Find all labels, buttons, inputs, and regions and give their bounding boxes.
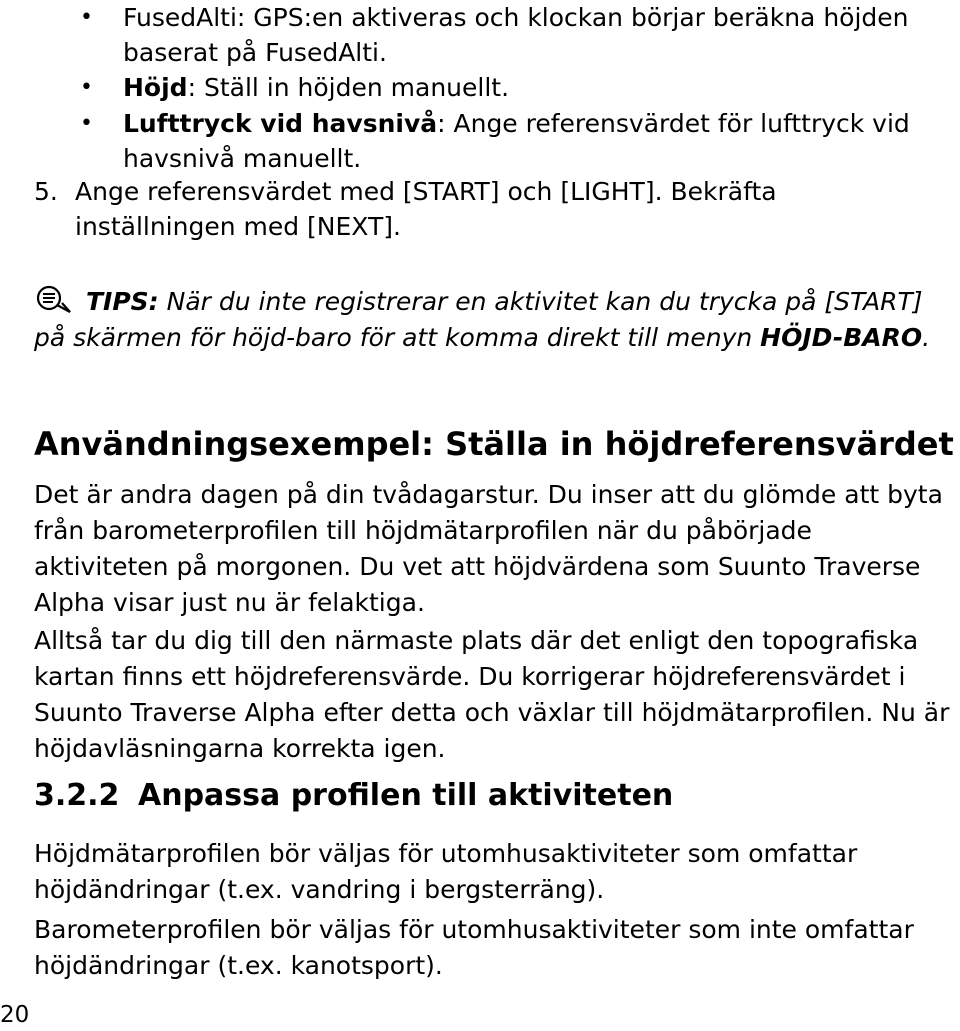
list-item-term: Höjd (123, 73, 188, 102)
bullet-icon: • (80, 111, 93, 136)
tip-end: . (922, 323, 931, 352)
example-heading: Användningsexempel: Ställa in höjdreferensvärdet (34, 425, 954, 463)
section-heading (34, 774, 673, 818)
section-paragraph-2: Barometerprofilen bör väljas för utomhusaktiviteter som inte omfattar höjdändringar (t.ex. kanotsport). (34, 915, 914, 980)
list-item (76, 106, 936, 176)
list-item-term: Lufttryck vid havsnivå (123, 109, 438, 138)
tip-menu-name: HÖJD-BARO (760, 323, 923, 352)
section-title: Anpassa profilen till aktiviteten (138, 778, 674, 813)
section-number: 3.2.2 (34, 778, 120, 813)
bullet-icon: • (80, 5, 93, 30)
example-paragraph-2: Alltså tar du dig till den närmaste plats där det enligt den topografiska kartan finns ett höjdreferensvärde. Du korrigerar höjdreferensvärdet i Suunto Traverse Alpha efter detta och växlar till höjdmätarprofilen. Nu är höjdavläsningarna korrekta igen. (34, 626, 950, 763)
list-item-text: : Ange referensvärdet för lufttryck vid havsnivå manuellt. (123, 109, 910, 173)
section-paragraph-1: Höjdmätarprofilen bör väljas för utomhusaktiviteter som omfattar höjdändringar (t.ex. vandring i bergsterräng). (34, 839, 858, 904)
list-item (76, 0, 936, 70)
tip-label: TIPS: (86, 287, 159, 316)
tip-box (34, 284, 934, 356)
list-item-text: : Ställ in höjden manuellt. (187, 73, 510, 102)
step-text-line2: inställningen med [NEXT]. (75, 212, 401, 241)
tip-text: När du inte registrerar en aktivitet kan du trycka på [START] på skärmen för höjd-baro för att komma direkt till menyn (34, 287, 923, 352)
list-item (76, 70, 936, 105)
example-paragraph-1: Det är andra dagen på din tvådagarstur. Du inser att du glömde att byta från barometerprofilen till höjdmätarprofilen när du påbörjade aktiviteten på morgonen. Du vet att höjdvärdena som Suunto Traverse Alpha visar just nu är felaktiga. (34, 480, 943, 617)
bullet-icon: • (80, 75, 93, 100)
option-list (76, 0, 936, 177)
step-number: 5. (34, 177, 58, 206)
step-5 (34, 174, 914, 244)
list-item-text: FusedAlti: GPS:en aktiveras och klockan börjar beräkna höjden baserat på FusedAlti. (123, 3, 909, 67)
page-number: 20 (0, 1002, 30, 1028)
step-text-line1: Ange referensvärdet med [START] och [LIGHT]. Bekräfta (75, 177, 777, 206)
speech-bubble-icon (34, 284, 76, 314)
